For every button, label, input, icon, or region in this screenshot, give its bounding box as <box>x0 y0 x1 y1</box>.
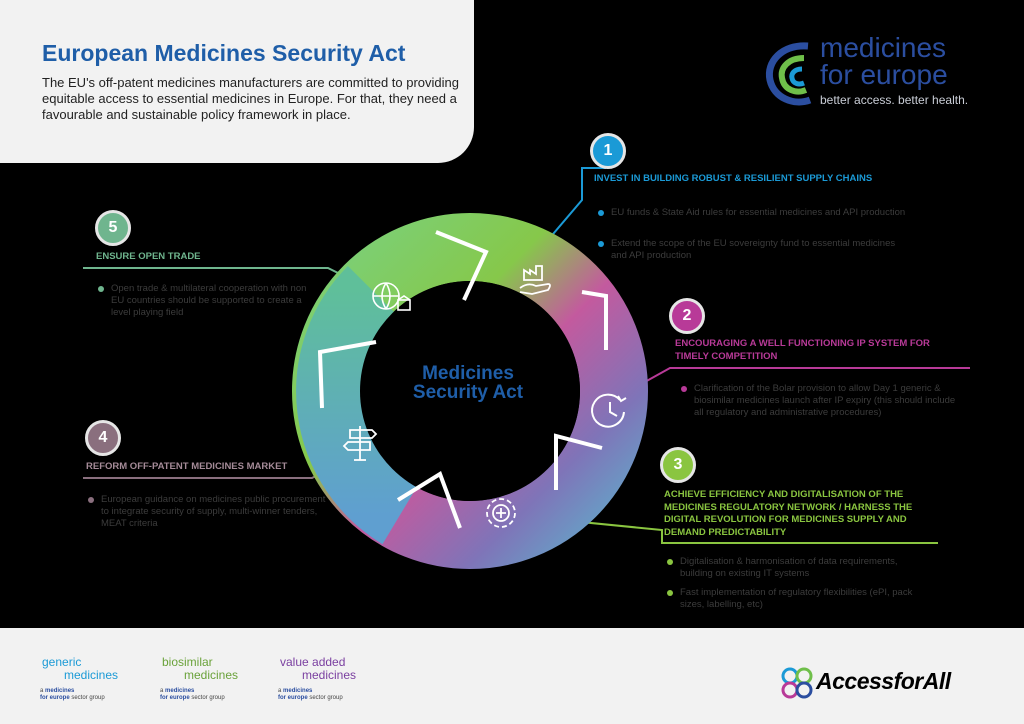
pillar-5-heading: ENSURE OPEN TRADE <box>96 251 201 262</box>
generic-medicines-logo <box>34 654 144 710</box>
brand-line-2: for europe <box>820 59 948 90</box>
pillar-5-number-badge: 5 <box>95 210 131 246</box>
campaign-name: AccessforAll <box>816 668 951 694</box>
sub-logo-line-2: medicines <box>302 668 357 682</box>
pillar-1-bullet: Extend the scope of the EU sovereignty fund to essential medicines and API production <box>611 238 911 262</box>
brand-line-1: medicines <box>820 32 947 63</box>
footer <box>0 628 1024 724</box>
access-knot-icon <box>780 666 814 700</box>
pillar-2-number-badge: 2 <box>669 298 705 334</box>
pillar-3-heading: ACHIEVE EFFICIENCY AND DIGITALISATION OF THE MEDICINES REGULATORY NETWORK / HARNESS THE DIGITAL REVOLUTION FOR MEDICINES SUPPLY AND DEMAND PREDICTABILITY <box>664 489 913 538</box>
page-title: European Medicines Security Act <box>42 40 406 66</box>
value-added-medicines-logo <box>272 654 382 710</box>
sub-logo-line-2: medicines <box>64 668 119 682</box>
sub-logo-note: a medicines for europe sector group <box>40 688 105 701</box>
sub-logo-line-1: biosimilar <box>162 655 213 669</box>
intro-text: The EU's off-patent medicines manufacturers are committed to providing equitable access to essential medicines in Europe. For that, they need a favourable and sustainable policy framework in place. <box>42 75 459 122</box>
pillar-4-number-badge: 4 <box>85 420 121 456</box>
sub-logo-line-2: medicines <box>184 668 239 682</box>
pillar-3-bullet: Fast implementation of regulatory flexibilities (ePI, pack sizes, labelling, etc) <box>680 587 920 611</box>
sub-logo-note: a medicines for europe sector group <box>160 688 225 701</box>
pillar-4-heading: REFORM OFF-PATENT MEDICINES MARKET <box>86 461 288 472</box>
pillar-1-heading: INVEST IN BUILDING ROBUST & RESILIENT SUPPLY CHAINS <box>594 173 873 184</box>
brand-tagline: better access. better health. <box>820 93 969 107</box>
sub-logo-line-1: value added <box>280 655 346 669</box>
biosimilar-medicines-logo <box>154 654 264 710</box>
pillar-3-bullet: Digitalisation & harmonisation of data requirements, building on existing IT systems <box>680 556 920 580</box>
pillar-2-bullet: Clarification of the Bolar provision to allow Day 1 generic & biosimilar medicines launch after IP expiry (this should include all regulatory and administrative procedures) <box>694 383 964 419</box>
pillar-3-number-badge: 3 <box>660 447 696 483</box>
pillar-1-number-badge: 1 <box>590 133 626 169</box>
pillar-1-bullet: EU funds & State Aid rules for essential medicines and API production <box>611 207 911 219</box>
pillar-5-bullet: Open trade & multilateral cooperation with non EU countries should be supported to create a level playing field <box>111 283 321 319</box>
sub-logo-note: a medicines for europe sector group <box>278 688 343 701</box>
pillar-2-heading: ENCOURAGING A WELL FUNCTIONING IP SYSTEM FOR TIMELY COMPETITION <box>675 338 930 362</box>
pillar-4-bullet: European guidance on medicines public procurement to integrate security of supply, multi-winner tenders, MEAT criteria <box>101 494 331 530</box>
center-label: Medicines Security Act <box>412 363 524 403</box>
sub-logo-line-1: generic <box>42 655 82 669</box>
